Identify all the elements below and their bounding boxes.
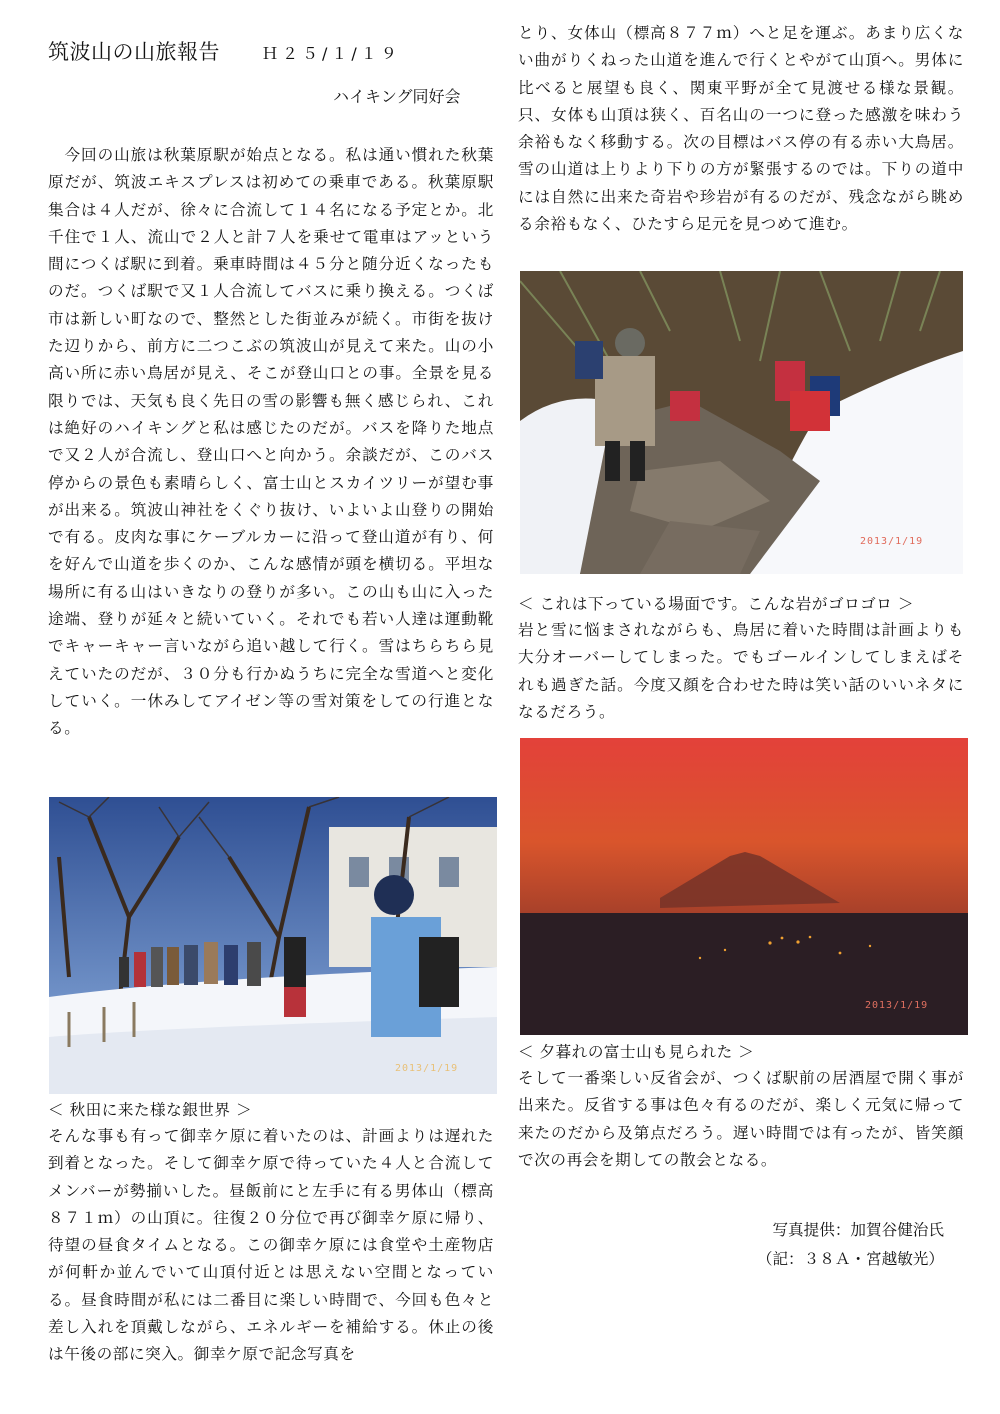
article-paragraph-1: 今回の山旅は秋葉原駅が始点となる。私は通い慣れた秋葉原だが、筑波エキスプレスは初めての乗車である。秋葉原駅集合は４人だが、徐々に合流して１４名になる予定とか。北千住で１人、流山で２人と計７人を乗せて電車はアッという間につくば駅に到着。乗車時間は４５分と随分近くなったものだ。つくば駅で又１人合流してバスに乗り換える。つくば市は新しい町なので、整然とした街並みが続く。市街を抜けた辺りから、前方に二つこぶの筑波山が見えて来た。山の小高い所に赤い鳥居が見え、そこが登山口との事。全景を見る限りでは、天気も良く先日の雪の影響も無く感じられ、これは絶好のハイキングと私は感じたのだが。バスを降りた地点で又２人が合流し、登山口へと向かう。余談だが、このバス停からの景色も素晴らしく、富士山とスカイツリーが望む事が出来る。筑波山神社をくぐり抜け、いよいよ山登りの開始で有る。皮肉な事にケーブルカーに沿って登山道が有り、何を好んで山道を歩くのか、こんな感情が頭を横切る。平坦な場所に有る山はいきなりの登りが多い。この山も山に入った途端、登りが延々と続いていく。それでも若い人達は運動靴でキャーキャー言いながら追い越して行く。雪はちらちら見えていたのだが、３０分も行かぬうちに完全な雪道へと変化していく。一休みしてアイゼン等の雪対策をしての行進となる。 (48, 146, 494, 738)
caption-photo-1: ＜ 秋田に来た様な銀世界 ＞ (48, 1101, 253, 1119)
caption-photo-3: ＜ 夕暮れの富士山も見られた ＞ (518, 1043, 755, 1061)
report-date: Ｈ２５/１/１９ (262, 44, 401, 63)
right-column-lower (518, 1039, 964, 1174)
title-row (48, 36, 494, 66)
club-name: ハイキング同好会 (333, 87, 461, 106)
page-title: 筑波山の山旅報告 (48, 40, 220, 64)
article-paragraph-3: とり、女体山（標高８７７ｍ）へと足を運ぶ。あまり広くない曲がりくねった山道を進んで行くとやがて山頂へ。男体に比べると展望も良く、関東平野が全て見渡せる様な景観。只、女体も山頂は狭く、百名山の一つに登った感激を味わう余裕もなく移動する。次の目標はバス停の有る赤い大鳥居。雪の山道は上りより下りの方が緊張するのでは。下りの道中には自然に出来た奇岩や珍岩が有るのだが、残念ながら眺める余裕もなく、ひたすら足元を見つめて進む。 (518, 24, 964, 234)
article-paragraph-4: 岩と雪に悩まされながらも、鳥居に着いた時間は計画よりも大分オーバーしてしまった。でもゴールインしてしまえばそれも過ぎた話。今度又顔を合わせた時は笑い話のいいネタになるだろう。 (518, 621, 964, 721)
article-paragraph-2: そんな事も有って御幸ケ原に着いたのは、計画よりは遅れた到着となった。そして御幸ケ原で待っていた４人と合流してメンバーが勢揃いした。昼飯前にと左手に有る男体山（標高８７１ｍ）の山頂に。往復２０分位で再び御幸ケ原に帰り、待望の昼食タイムとなる。この御幸ケ原には食堂や土産物店が何軒か並んでいて山頂付近とは思えない空間となっている。昼食時間が私には二番目に楽しい時間で、今回も色々と差し入れを頂戴しながら、エネルギーを補給する。休止の後は午後の部に突入。御幸ケ原で記念写真を (48, 1127, 494, 1364)
right-column-text (518, 20, 964, 238)
photo3-date-stamp: 2013/1/19 (865, 1000, 929, 1011)
photo-rocky-descent (520, 271, 963, 574)
caption-photo-2: ＜ これは下っている場面です。こんな岩がゴロゴロ ＞ (518, 595, 914, 613)
photo2-date-stamp: 2013/1/19 (860, 536, 924, 547)
photo-sunset-fuji (520, 738, 968, 1035)
right-column-middle (518, 591, 964, 726)
left-column-text (48, 142, 494, 743)
left-column-lower (48, 1097, 494, 1369)
article-paragraph-5: そして一番楽しい反省会が、つくば駅前の居酒屋で開く事が出来た。反省する事は色々有るのだが、楽しく元気に帰って来たのだから及第点だろう。遅い時間では有ったが、皆笑顔で次の再会を期しての散会となる。 (518, 1069, 964, 1169)
author-credit: （記：３８Ａ・宮越敏光） (756, 1250, 944, 1268)
photo-snow-group (49, 797, 497, 1094)
photo-credit: 写真提供：加賀谷健治氏 (772, 1221, 944, 1239)
photo1-date-stamp: 2013/1/19 (395, 1063, 459, 1074)
